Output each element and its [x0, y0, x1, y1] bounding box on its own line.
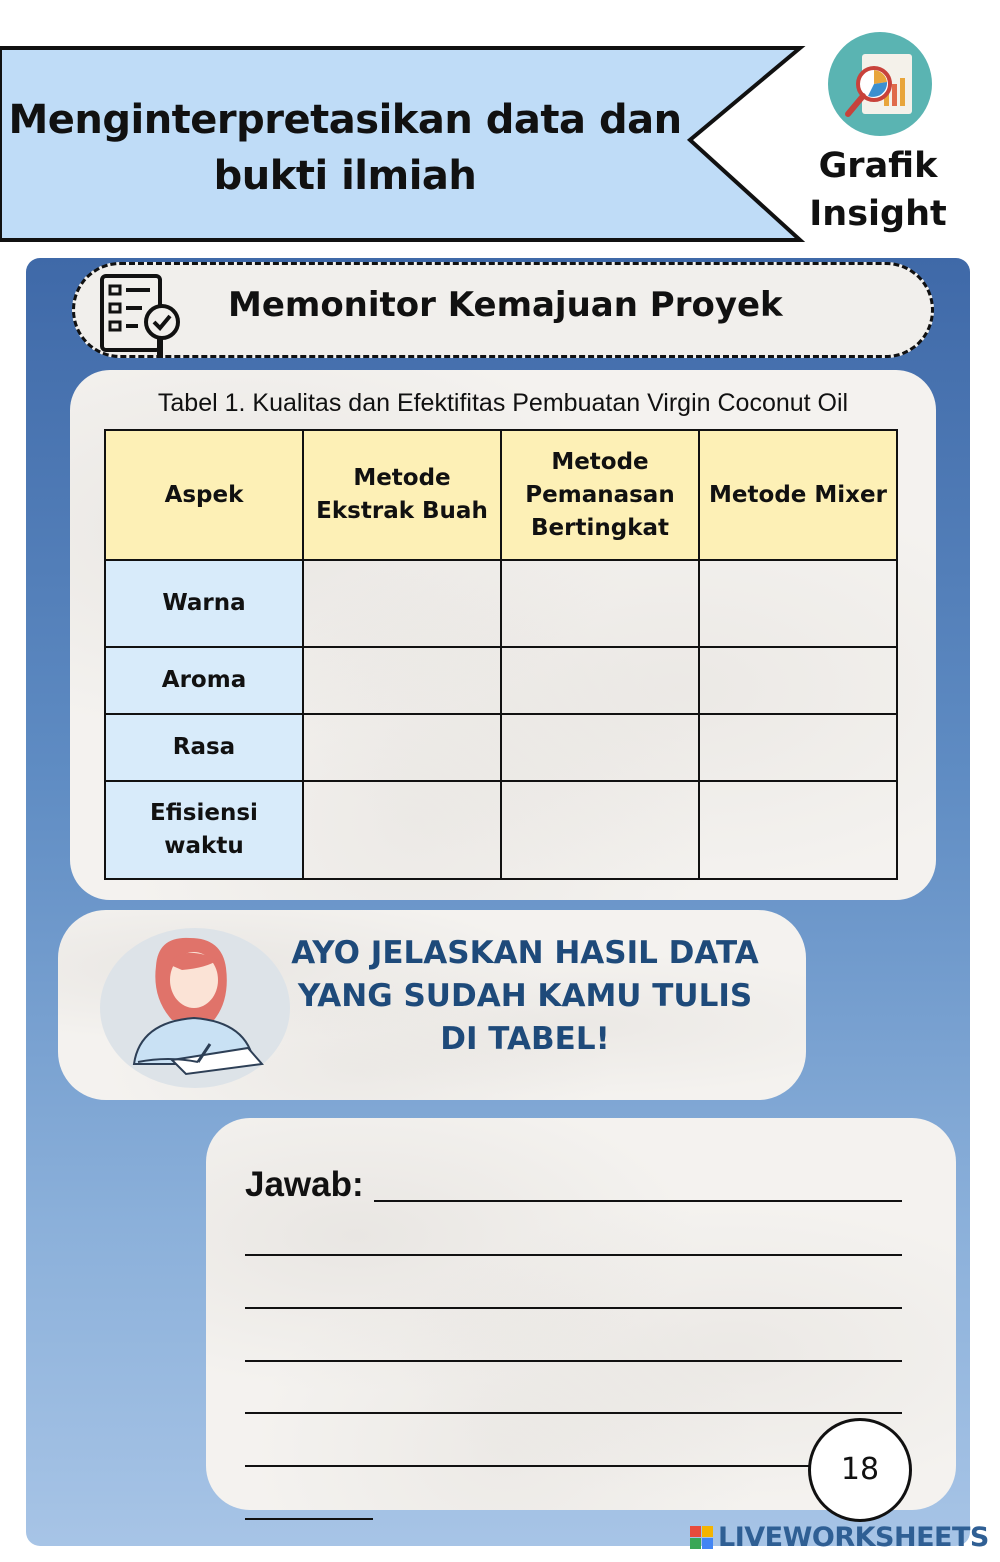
table-cell[interactable]: [303, 781, 501, 879]
girl-writing-illustration: [98, 924, 292, 1088]
table-row: [105, 714, 897, 781]
logo-caption: [800, 142, 956, 238]
table-caption: Tabel 1. Kualitas dan Efektifitas Pembuatan Virgin Coconut Oil: [157, 389, 849, 417]
table-cell[interactable]: [501, 560, 699, 647]
magnifier-chart-icon: [828, 32, 932, 136]
table-cell[interactable]: [699, 781, 897, 879]
liveworksheets-watermark: [690, 1520, 990, 1556]
column-header-mixer: Metode Mixer: [699, 430, 897, 560]
column-header-ekstrak-buah: Metode Ekstrak Buah: [303, 430, 501, 560]
row-label-rasa: Rasa: [105, 714, 303, 781]
data-table: [104, 429, 898, 880]
table-row: [105, 560, 897, 647]
page-number: 18: [808, 1418, 912, 1522]
logo-caption-line-1: Grafik: [818, 146, 938, 186]
checklist-icon: [96, 270, 188, 362]
liveworksheets-logo-icon: [690, 1526, 714, 1550]
answer-label: Jawab:: [245, 1165, 364, 1204]
watermark-text: LIVEWORKSHEETS: [718, 1522, 989, 1553]
page-title-line-1: Menginterpretasikan data dan: [8, 97, 682, 143]
answer-line[interactable]: [374, 1200, 902, 1202]
table-cell[interactable]: [501, 714, 699, 781]
table-header-row: [105, 430, 897, 560]
table-cell[interactable]: [699, 560, 897, 647]
column-header-aspek: Aspek: [105, 430, 303, 560]
row-label-efisiensi-waktu: Efisiensi waktu: [105, 781, 303, 879]
column-header-pemanasan-bertingkat: Metode Pemanasan Bertingkat: [501, 430, 699, 560]
table-cell[interactable]: [303, 714, 501, 781]
instruction-line-2: YANG SUDAH KAMU TULIS: [297, 978, 753, 1014]
table-cell[interactable]: [303, 560, 501, 647]
answer-line[interactable]: [245, 1307, 902, 1309]
page-title: [0, 92, 690, 204]
section-title: Memonitor Kemajuan Proyek: [228, 285, 783, 325]
answer-line[interactable]: [245, 1360, 902, 1362]
table-cell[interactable]: [501, 781, 699, 879]
logo-caption-line-2: Insight: [809, 194, 947, 234]
row-label-aroma: Aroma: [105, 647, 303, 714]
grafik-insight-logo: [828, 32, 932, 136]
answer-line[interactable]: [245, 1412, 902, 1414]
table-cell[interactable]: [699, 647, 897, 714]
table-cell[interactable]: [501, 647, 699, 714]
table-cell[interactable]: [303, 647, 501, 714]
table-row: [105, 781, 897, 879]
answer-line[interactable]: [245, 1465, 902, 1467]
instruction-line-3: DI TABEL!: [440, 1021, 610, 1057]
table-cell[interactable]: [699, 714, 897, 781]
row-label-warna: Warna: [105, 560, 303, 647]
page-title-line-2: bukti ilmiah: [213, 153, 477, 199]
answer-line[interactable]: [245, 1518, 373, 1520]
instruction-line-1: AYO JELASKAN HASIL DATA: [291, 935, 759, 971]
table-row: [105, 647, 897, 714]
answer-line[interactable]: [245, 1254, 902, 1256]
instruction-text: [280, 932, 770, 1061]
